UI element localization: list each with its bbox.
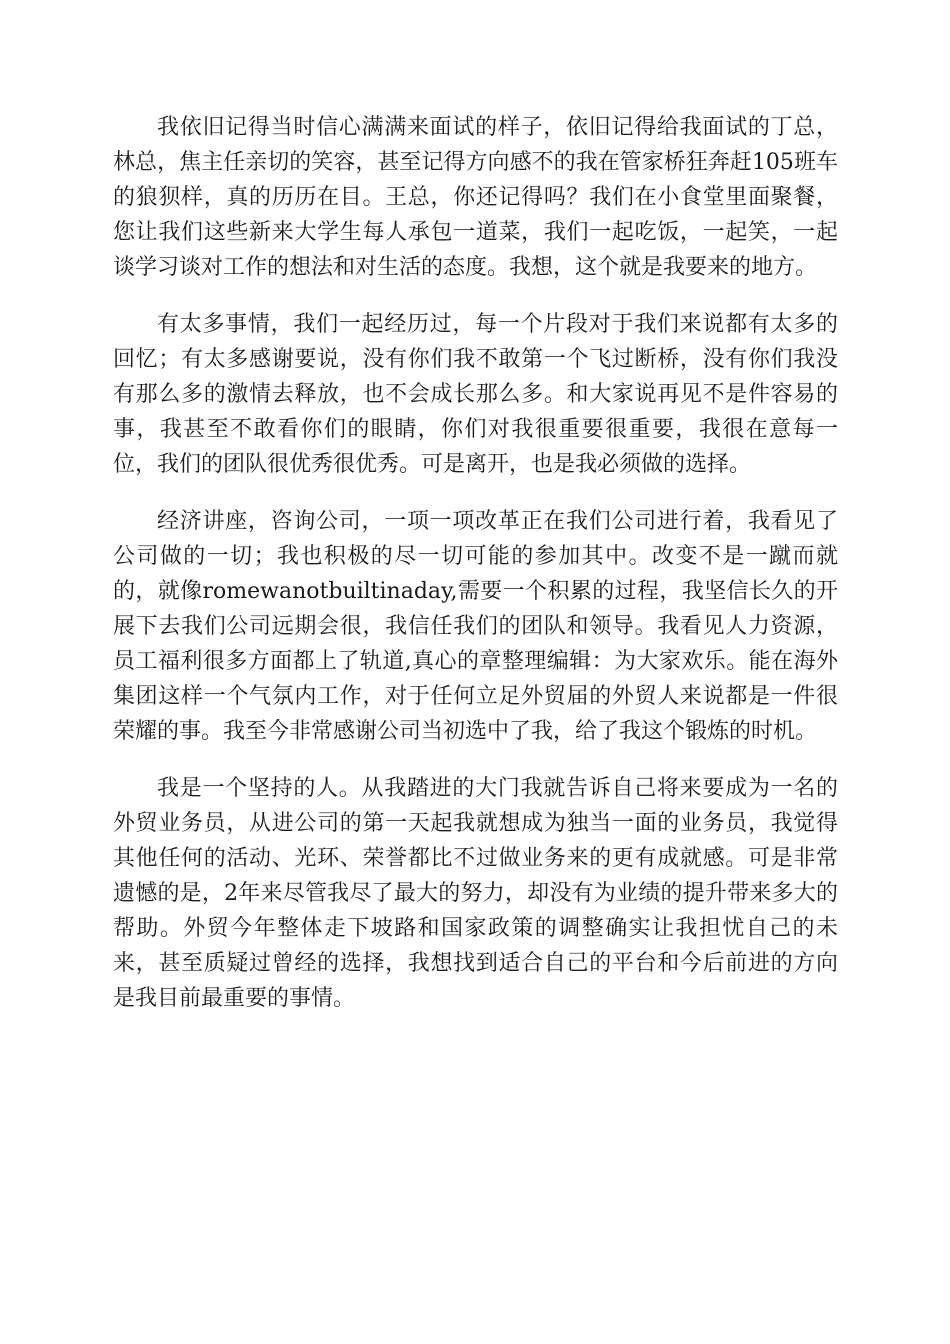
paragraph-1: 我依旧记得当时信心满满来面试的样子，依旧记得给我面试的丁总，林总，焦主任亲切的笑容，甚至记得方向感不的我在管家桥狂奔赶105班车的狼狈样，真的历历在目。王总，你还记得吗？我们在小食堂里面聚餐，您让我们这些新来大学生每人承包一道菜，我们一起吃饭，一起笑，一起谈学习谈对工作的想法和对生活的态度。我想，这个就是我要来的地方。 [113, 115, 838, 280]
paragraph-2: 有太多事情，我们一起经历过，每一个片段对于我们来说都有太多的回忆；有太多感谢要说，没有你们我不敢第一个飞过断桥，没有你们我没有那么多的激情去释放，也不会成长那么多。和大家说再见不是件容易的事，我甚至不敢看你们的眼睛，你们对我很重要很重要，我很在意每一位，我们的团队很优秀很优秀。可是离开，也是我必须做的选择。 [113, 312, 838, 477]
paragraph-3: 经济讲座，咨询公司，一项一项改革正在我们公司进行着，我看见了公司做的一切；我也积极的尽一切可能的参加其中。改变不是一蹴而就的，就像romewanotbuiltinaday,需要一个积累的过程，我坚信长久的开展下去我们公司远期会很，我信任我们的团队和领导。我看见人力资源，员工福利很多方面都上了轨道,真心的章整理编辑：为大家欢乐。能在海外集团这样一个气氛内工作，对于任何立足外贸届的外贸人来说都是一件很荣耀的事。我至今非常感谢公司当初选中了我，给了我这个锻炼的时机。 [113, 509, 838, 744]
document-body [113, 110, 838, 1016]
paragraph-4: 我是一个坚持的人。从我踏进的大门我就告诉自己将来要成为一名的外贸业务员，从进公司的第一天起我就想成为独当一面的业务员，我觉得其他任何的活动、光环、荣誉都比不过做业务来的更有成就感。可是非常遗憾的是，2年来尽管我尽了最大的努力，却没有为业绩的提升带来多大的帮助。外贸今年整体走下坡路和国家政策的调整确实让我担忧自己的未来，甚至质疑过曾经的选择，我想找到适合自己的平台和今后前进的方向是我目前最重要的事情。 [113, 776, 838, 1011]
